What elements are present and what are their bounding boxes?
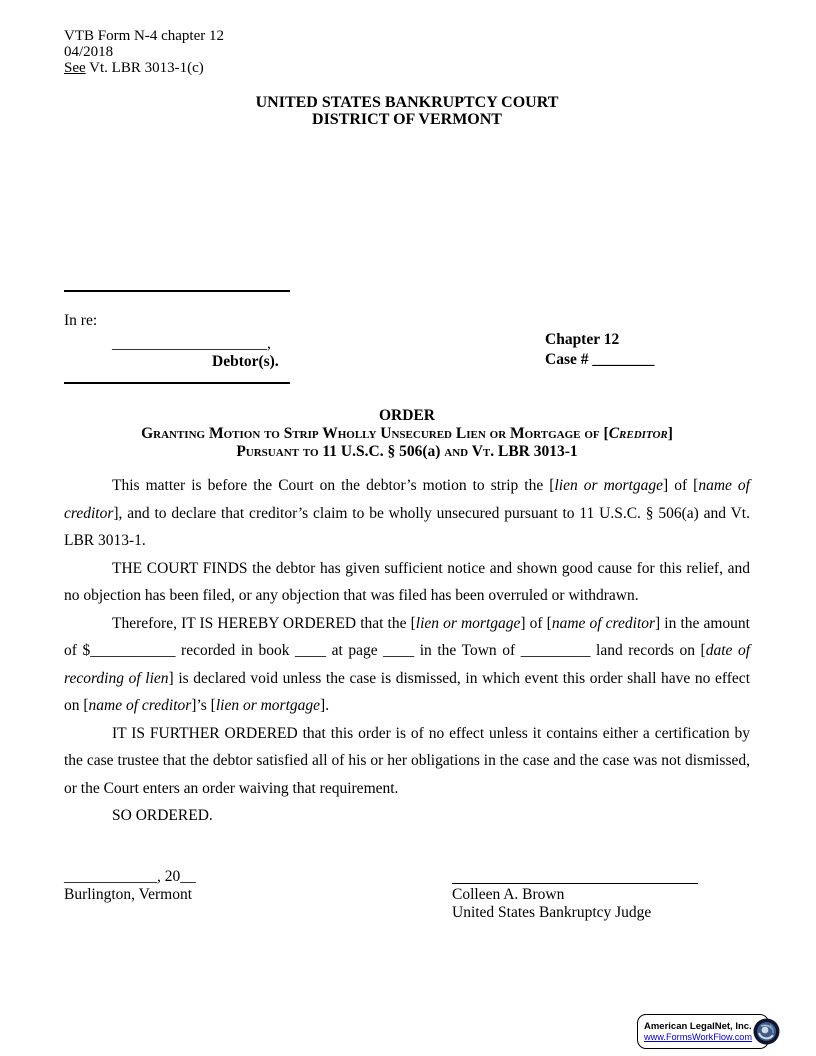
court-title-line2: DISTRICT OF VERMONT: [312, 111, 502, 128]
order-subtitle-line1: Granting Motion to Strip Wholly Unsecured Lien or Mortgage of [Creditor]: [141, 425, 673, 442]
badge-link[interactable]: www.FormsWorkFlow.com: [644, 1031, 753, 1042]
badge-company: American LegalNet, Inc.: [644, 1020, 752, 1032]
caption-right: [545, 330, 654, 369]
paragraph-findings: THE COURT FINDS the debtor has given sufficient notice and shown good cause for this relief, and no objection has been filed, or any objection that was filed has been overruled or withdrawn.: [64, 559, 750, 604]
case-caption: [64, 290, 750, 386]
signature-date-place: [64, 868, 452, 922]
judge-signature-line: [452, 883, 698, 884]
caption-rule-bottom: [64, 382, 290, 384]
order-subtitle-line2: Pursuant to 11 U.S.C. § 506(a) and Vt. LBR 3013-1: [236, 443, 578, 460]
paragraph-ordered: Therefore, IT IS HEREBY ORDERED that the [lien or mortgage] of [name of creditor] in the amount of $___________ recorded in book ____ at page ____ in the Town of _________ land records on [date of recording of lien] is declared void unless the case is dismissed, in which event this order shall have no effect on [name of creditor]’s [lien or mortgage].: [64, 614, 750, 714]
order-heading: [64, 406, 750, 461]
in-re-label: In re:: [64, 312, 98, 329]
order-body: [64, 472, 750, 830]
badge-text: [644, 1021, 752, 1043]
signature-block: [64, 868, 750, 922]
place-label: Burlington, Vermont: [64, 885, 193, 903]
caption-rule-top: [64, 290, 290, 292]
globe-logo-icon: [753, 1018, 780, 1045]
paragraph-so-ordered: SO ORDERED.: [112, 807, 213, 824]
court-title: [64, 94, 750, 128]
order-title: ORDER: [379, 407, 435, 424]
date-blank: ____________, 20__: [64, 867, 196, 885]
judge-signature-area: [452, 868, 750, 922]
case-number-blank: Case # ________: [545, 350, 655, 368]
paragraph-intro: This matter is before the Court on the debtor’s motion to strip the [lien or mortgage] of [name of creditor], and to declare that creditor’s claim to be wholly unsecured pursuant to 11 U.S.C. § 506(a) and Vt. LBR 3013-1.: [64, 477, 750, 549]
form-date: 04/2018: [64, 44, 114, 60]
judge-title: United States Bankruptcy Judge: [452, 903, 652, 921]
form-reference: See Vt. LBR 3013-1(c): [64, 60, 204, 76]
legalnet-badge[interactable]: [637, 1014, 769, 1049]
debtor-label: Debtor(s).: [212, 353, 279, 370]
form-number: VTB Form N-4 chapter 12: [64, 28, 224, 44]
paragraph-further-ordered: IT IS FURTHER ORDERED that this order is of no effect unless it contains either a certification by the case trustee that the debtor satisfied all of his or her obligations in the case and the case was not dismissed, or the Court enters an order waiving that requirement.: [64, 724, 750, 797]
form-id-block: [64, 28, 750, 76]
debtor-name-blank: ____________________,: [112, 335, 271, 352]
chapter-label: Chapter 12: [545, 331, 620, 348]
court-title-line1: UNITED STATES BANKRUPTCY COURT: [255, 94, 559, 111]
judge-name: Colleen A. Brown: [452, 885, 565, 903]
